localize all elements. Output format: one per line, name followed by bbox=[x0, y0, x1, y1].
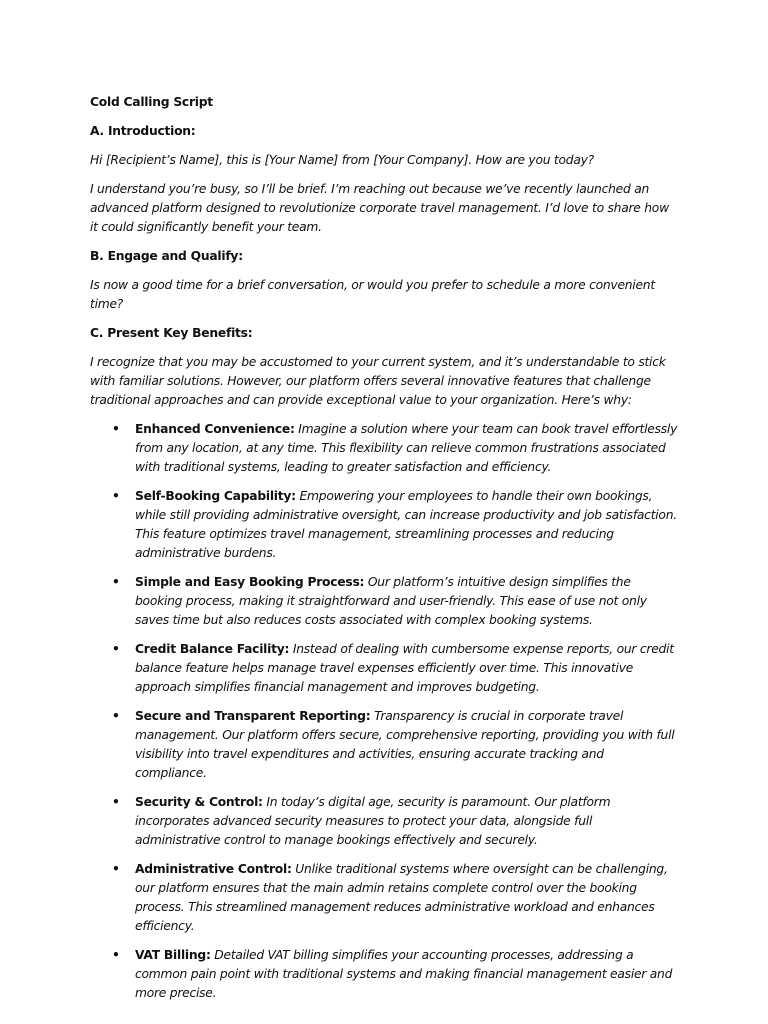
benefit-text: Imagine a solution where your team can book travel effortlessly from any location, at any time. This flexibility can relieve common frustrations associated with traditional systems, leading to greater satisfaction and efficiency. bbox=[135, 422, 678, 474]
benefit-security-control bbox=[90, 793, 678, 850]
benefit-label: Security & Control: bbox=[135, 795, 263, 809]
bullet-icon: • bbox=[112, 948, 120, 962]
benefit-self-booking bbox=[90, 487, 678, 563]
benefit-text: Detailed VAT billing simplifies your accounting processes, addressing a common pain point with traditional systems and making financial management easier and more precise. bbox=[135, 948, 673, 1000]
introduction-pitch: I understand you’re busy, so I’ll be brief. I’m reaching out because we’ve recently launched an advanced platform designed to revolutionize corporate travel management. I’d love to share how it could significantly benefit your team. bbox=[90, 182, 669, 234]
introduction-greeting: Hi [Recipient’s Name], this is [Your Name] from [Your Company]. How are you today? bbox=[90, 153, 594, 167]
benefit-text: Empowering your employees to handle their own bookings, while still providing administrative oversight, can increase productivity and job satisfaction. This feature optimizes travel management, streamlining processes and reducing administrative burdens. bbox=[135, 489, 677, 560]
bullet-icon: • bbox=[112, 862, 120, 876]
section-heading-introduction: A. Introduction: bbox=[90, 124, 196, 138]
benefit-label: Self-Booking Capability: bbox=[135, 489, 296, 503]
benefit-administrative-control bbox=[90, 860, 678, 936]
benefits-list bbox=[90, 420, 678, 1003]
benefit-credit-balance bbox=[90, 640, 678, 697]
bullet-icon: • bbox=[112, 642, 120, 656]
benefit-text: Unlike traditional systems where oversight can be challenging, our platform ensures that the main admin retains complete control over the booking process. This streamlined management reduces administrative workload and enhances efficiency. bbox=[135, 862, 668, 933]
benefit-vat-billing bbox=[90, 946, 678, 1003]
bullet-icon: • bbox=[112, 795, 120, 809]
key-benefits-intro: I recognize that you may be accustomed to your current system, and it’s understandable to stick with familiar solutions. However, our platform offers several innovative features that challenge traditional approaches and can provide exceptional value to your organization. Here’s why: bbox=[90, 355, 666, 407]
benefit-text: Transparency is crucial in corporate travel management. Our platform offers secure, comprehensive reporting, providing you with full visibility into travel expenditures and activities, ensuring accurate tracking and compliance. bbox=[135, 709, 675, 780]
bullet-icon: • bbox=[112, 575, 120, 589]
bullet-icon: • bbox=[112, 709, 120, 723]
benefit-label: Secure and Transparent Reporting: bbox=[135, 709, 371, 723]
benefit-label: VAT Billing: bbox=[135, 948, 211, 962]
benefit-secure-reporting bbox=[90, 707, 678, 783]
bullet-icon: • bbox=[112, 422, 120, 436]
section-heading-engage-qualify: B. Engage and Qualify: bbox=[90, 249, 243, 263]
document-title: Cold Calling Script bbox=[90, 95, 213, 109]
benefit-label: Administrative Control: bbox=[135, 862, 292, 876]
engage-question: Is now a good time for a brief conversation, or would you prefer to schedule a more convenient time? bbox=[90, 278, 655, 311]
benefit-label: Enhanced Convenience: bbox=[135, 422, 295, 436]
benefit-text: In today’s digital age, security is paramount. Our platform incorporates advanced security measures to protect your data, alongside full administrative control to manage bookings effectively and securely. bbox=[135, 795, 611, 847]
bullet-icon: • bbox=[112, 489, 120, 503]
benefit-label: Credit Balance Facility: bbox=[135, 642, 290, 656]
benefit-enhanced-convenience bbox=[90, 420, 678, 477]
benefit-simple-booking bbox=[90, 573, 678, 630]
benefit-label: Simple and Easy Booking Process: bbox=[135, 575, 365, 589]
benefit-text: Instead of dealing with cumbersome expense reports, our credit balance feature helps manage travel expenses efficiently over time. This innovative approach simplifies financial management and improves budgeting. bbox=[135, 642, 674, 694]
section-heading-key-benefits: C. Present Key Benefits: bbox=[90, 326, 253, 340]
benefit-text: Our platform’s intuitive design simplifies the booking process, making it straightforward and user-friendly. This ease of use not only saves time but also reduces costs associated with complex booking systems. bbox=[135, 575, 647, 627]
